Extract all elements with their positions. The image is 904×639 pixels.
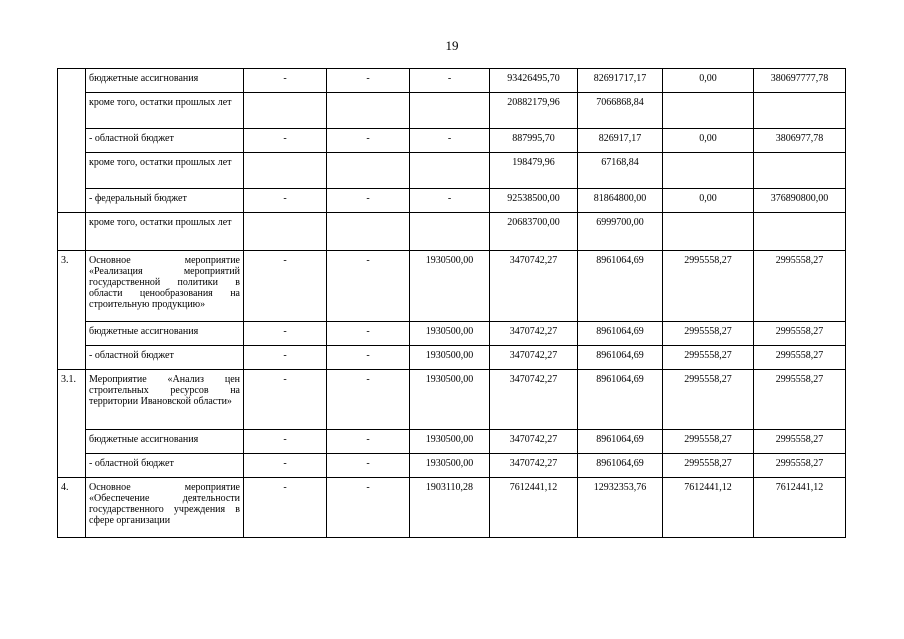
table-row bbox=[58, 189, 846, 213]
cell-col3: 1930500,00 bbox=[410, 322, 490, 346]
cell-col6 bbox=[663, 93, 754, 129]
row-name: бюджетные ассигнования bbox=[86, 430, 244, 454]
row-name: бюджетные ассигнования bbox=[86, 322, 244, 346]
cell-col1: - bbox=[244, 69, 327, 93]
table-row bbox=[58, 322, 846, 346]
cell-col1: - bbox=[244, 430, 327, 454]
cell-col5: 8961064,69 bbox=[578, 430, 663, 454]
cell-col1: - bbox=[244, 454, 327, 478]
row-number bbox=[58, 153, 86, 189]
row-name: кроме того, остатки прошлых лет bbox=[86, 213, 244, 251]
cell-col3: 1930500,00 bbox=[410, 454, 490, 478]
cell-col5: 12932353,76 bbox=[578, 478, 663, 538]
row-name: - федеральный бюджет bbox=[86, 189, 244, 213]
cell-col1: - bbox=[244, 478, 327, 538]
cell-col2: - bbox=[327, 454, 410, 478]
cell-col2 bbox=[327, 153, 410, 189]
cell-col6: 2995558,27 bbox=[663, 322, 754, 346]
cell-col5: 8961064,69 bbox=[578, 346, 663, 370]
table-row bbox=[58, 93, 846, 129]
cell-col1: - bbox=[244, 129, 327, 153]
cell-col7: 7612441,12 bbox=[754, 478, 846, 538]
cell-col2: - bbox=[327, 322, 410, 346]
cell-col6: 0,00 bbox=[663, 189, 754, 213]
cell-col7 bbox=[754, 153, 846, 189]
cell-col1 bbox=[244, 93, 327, 129]
cell-col5: 82691717,17 bbox=[578, 69, 663, 93]
cell-col4: 3470742,27 bbox=[490, 251, 578, 322]
cell-col3: 1930500,00 bbox=[410, 346, 490, 370]
cell-col4: 3470742,27 bbox=[490, 430, 578, 454]
cell-col6: 0,00 bbox=[663, 129, 754, 153]
cell-col1 bbox=[244, 153, 327, 189]
table-row bbox=[58, 346, 846, 370]
cell-col3: - bbox=[410, 69, 490, 93]
cell-col4: 3470742,27 bbox=[490, 322, 578, 346]
cell-col7: 2995558,27 bbox=[754, 430, 846, 454]
cell-col7: 2995558,27 bbox=[754, 454, 846, 478]
row-number bbox=[58, 69, 86, 93]
table-row bbox=[58, 454, 846, 478]
cell-col3: 1930500,00 bbox=[410, 430, 490, 454]
cell-col5: 7066868,84 bbox=[578, 93, 663, 129]
row-name: кроме того, остатки прошлых лет bbox=[86, 153, 244, 189]
row-number: 3.1. bbox=[58, 370, 86, 430]
row-number bbox=[58, 189, 86, 213]
cell-col7: 2995558,27 bbox=[754, 322, 846, 346]
row-number bbox=[58, 346, 86, 370]
row-number bbox=[58, 213, 86, 251]
cell-col4: 198479,96 bbox=[490, 153, 578, 189]
budget-table bbox=[57, 68, 846, 538]
cell-col2: - bbox=[327, 346, 410, 370]
cell-col5: 8961064,69 bbox=[578, 454, 663, 478]
cell-col1 bbox=[244, 213, 327, 251]
row-number bbox=[58, 430, 86, 454]
cell-col5: 826917,17 bbox=[578, 129, 663, 153]
cell-col7: 376890800,00 bbox=[754, 189, 846, 213]
row-name: кроме того, остатки прошлых лет bbox=[86, 93, 244, 129]
cell-col6: 2995558,27 bbox=[663, 370, 754, 430]
cell-col4: 3470742,27 bbox=[490, 346, 578, 370]
cell-col1: - bbox=[244, 346, 327, 370]
cell-col2: - bbox=[327, 370, 410, 430]
cell-col4: 3470742,27 bbox=[490, 370, 578, 430]
cell-col6 bbox=[663, 153, 754, 189]
cell-col7: 2995558,27 bbox=[754, 370, 846, 430]
table-row bbox=[58, 430, 846, 454]
cell-col3: - bbox=[410, 129, 490, 153]
cell-col4: 3470742,27 bbox=[490, 454, 578, 478]
table-row bbox=[58, 213, 846, 251]
cell-col2: - bbox=[327, 430, 410, 454]
table-row bbox=[58, 153, 846, 189]
cell-col7: 2995558,27 bbox=[754, 251, 846, 322]
row-name: Мероприятие «Анализ цен строительных ресурсов на территории Ивановской области» bbox=[86, 370, 244, 430]
cell-col3: 1903110,28 bbox=[410, 478, 490, 538]
cell-col6 bbox=[663, 213, 754, 251]
cell-col6: 7612441,12 bbox=[663, 478, 754, 538]
cell-col3: 1930500,00 bbox=[410, 251, 490, 322]
cell-col2: - bbox=[327, 129, 410, 153]
cell-col1: - bbox=[244, 370, 327, 430]
cell-col5: 8961064,69 bbox=[578, 322, 663, 346]
cell-col6: 2995558,27 bbox=[663, 346, 754, 370]
row-number: 3. bbox=[58, 251, 86, 322]
row-number: 4. bbox=[58, 478, 86, 538]
cell-col4: 887995,70 bbox=[490, 129, 578, 153]
cell-col3 bbox=[410, 153, 490, 189]
cell-col2 bbox=[327, 93, 410, 129]
cell-col4: 7612441,12 bbox=[490, 478, 578, 538]
cell-col7 bbox=[754, 213, 846, 251]
cell-col7 bbox=[754, 93, 846, 129]
cell-col7: 3806977,78 bbox=[754, 129, 846, 153]
cell-col4: 92538500,00 bbox=[490, 189, 578, 213]
cell-col4: 20683700,00 bbox=[490, 213, 578, 251]
cell-col1: - bbox=[244, 251, 327, 322]
row-name: Основное мероприятие «Реализация мероприятий государственной политики в области ценообразования на строительную продукцию» bbox=[86, 251, 244, 322]
table-row bbox=[58, 370, 846, 430]
row-name: - областной бюджет bbox=[86, 454, 244, 478]
cell-col7: 380697777,78 bbox=[754, 69, 846, 93]
cell-col2: - bbox=[327, 189, 410, 213]
cell-col1: - bbox=[244, 322, 327, 346]
cell-col2: - bbox=[327, 251, 410, 322]
row-number bbox=[58, 93, 86, 129]
cell-col3 bbox=[410, 93, 490, 129]
cell-col5: 8961064,69 bbox=[578, 370, 663, 430]
cell-col7: 2995558,27 bbox=[754, 346, 846, 370]
cell-col1: - bbox=[244, 189, 327, 213]
cell-col2 bbox=[327, 213, 410, 251]
cell-col6: 2995558,27 bbox=[663, 454, 754, 478]
cell-col3 bbox=[410, 213, 490, 251]
cell-col3: - bbox=[410, 189, 490, 213]
cell-col2: - bbox=[327, 478, 410, 538]
table-row bbox=[58, 478, 846, 538]
row-number bbox=[58, 454, 86, 478]
row-name: - областной бюджет bbox=[86, 346, 244, 370]
cell-col5: 81864800,00 bbox=[578, 189, 663, 213]
cell-col6: 2995558,27 bbox=[663, 251, 754, 322]
cell-col5: 67168,84 bbox=[578, 153, 663, 189]
cell-col2: - bbox=[327, 69, 410, 93]
cell-col4: 20882179,96 bbox=[490, 93, 578, 129]
cell-col5: 8961064,69 bbox=[578, 251, 663, 322]
cell-col3: 1930500,00 bbox=[410, 370, 490, 430]
row-name: Основное мероприятие «Обеспечение деятельности государственного учреждения в сфере организации bbox=[86, 478, 244, 538]
row-name: бюджетные ассигнования bbox=[86, 69, 244, 93]
cell-col4: 93426495,70 bbox=[490, 69, 578, 93]
page-number: 19 bbox=[445, 38, 459, 53]
table-row bbox=[58, 69, 846, 93]
row-name: - областной бюджет bbox=[86, 129, 244, 153]
cell-col5: 6999700,00 bbox=[578, 213, 663, 251]
row-number bbox=[58, 322, 86, 346]
cell-col6: 2995558,27 bbox=[663, 430, 754, 454]
cell-col6: 0,00 bbox=[663, 69, 754, 93]
table-row bbox=[58, 251, 846, 322]
row-number bbox=[58, 129, 86, 153]
table-row bbox=[58, 129, 846, 153]
